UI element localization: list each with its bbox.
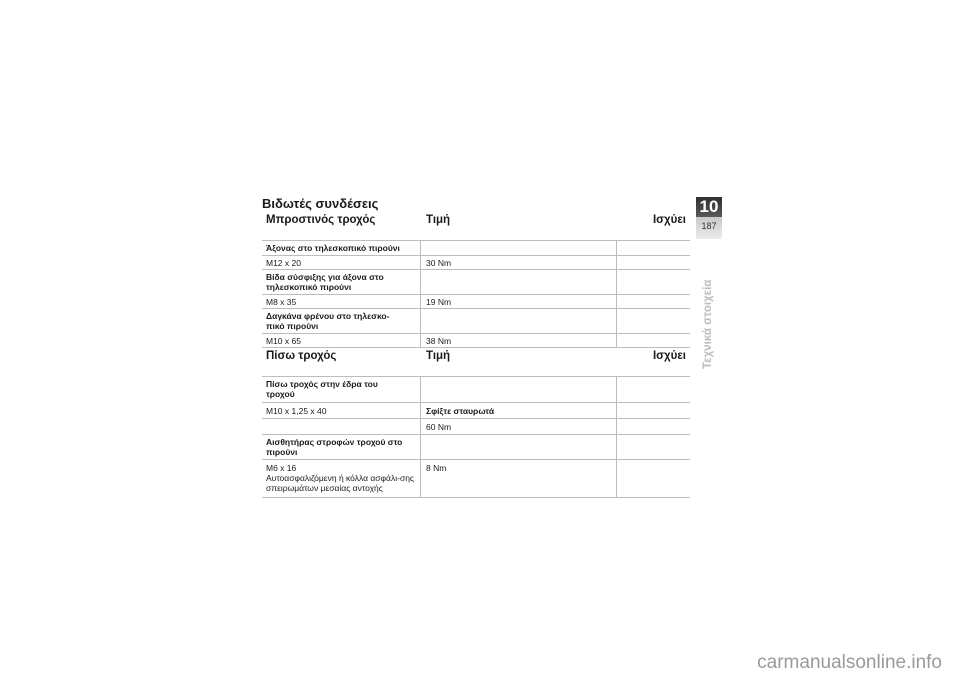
rear-header-row — [262, 346, 690, 366]
table-row — [262, 240, 690, 256]
table-row — [262, 403, 690, 419]
front-header-valid: Ισχύει — [652, 214, 686, 226]
front-header-wheel: Μπροστινός τροχός — [266, 214, 376, 226]
front-header-value: Τιμή — [426, 214, 451, 226]
section-title: Βιδωτές συνδέσεις — [262, 196, 379, 211]
table-row — [262, 270, 690, 295]
table-row — [262, 419, 690, 435]
front-wheel-table — [262, 210, 690, 348]
row-value: Σφίξτε σταυρωτά — [426, 406, 495, 416]
row-label: M8 x 35 — [266, 297, 297, 307]
front-header-row — [262, 210, 690, 230]
table-row — [262, 256, 690, 270]
watermark: carmanualsonline.info — [757, 652, 942, 673]
row-label: Πίσω τροχός στην έδρα του τροχού — [266, 379, 378, 399]
row-label: M6 x 16 Αυτοασφαλιζόμενη ή κόλλα ασφάλι-σης σπειρωμάτων μεσαίας αντοχής — [266, 463, 415, 493]
chapter-number: 10 — [696, 197, 722, 217]
table-row — [262, 376, 690, 403]
page-number: 187 — [696, 217, 722, 239]
row-value: 30 Nm — [426, 258, 452, 268]
row-label: Αισθητήρας στροφών τροχού στο πιρούνι — [266, 437, 403, 457]
table-row — [262, 460, 690, 498]
row-value: 8 Nm — [426, 463, 447, 473]
rear-header-wheel: Πίσω τροχός — [266, 350, 337, 362]
row-value: 19 Nm — [426, 297, 452, 307]
row-label: M12 x 20 — [266, 258, 301, 268]
row-value: 38 Nm — [426, 336, 452, 346]
row-value: 60 Nm — [426, 422, 452, 432]
rear-wheel-table — [262, 346, 690, 498]
table-row — [262, 435, 690, 460]
table-row — [262, 295, 690, 309]
row-label: M10 x 65 — [266, 336, 301, 346]
table-row — [262, 309, 690, 334]
row-label: Βίδα σύσφιξης για άξονα στο τηλεσκοπικό πιρούνι — [266, 272, 384, 292]
rear-header-valid: Ισχύει — [652, 350, 686, 362]
row-label: Άξονας στο τηλεσκοπικό πιρούνι — [266, 243, 400, 253]
chapter-title: Τεχνικά στοιχεία — [702, 279, 714, 369]
row-label: M10 x 1,25 x 40 — [266, 406, 327, 416]
rear-header-value: Τιμή — [426, 350, 451, 362]
row-label: Δαγκάνα φρένου στο τηλεσκο-πικό πιρούνι — [266, 311, 390, 331]
